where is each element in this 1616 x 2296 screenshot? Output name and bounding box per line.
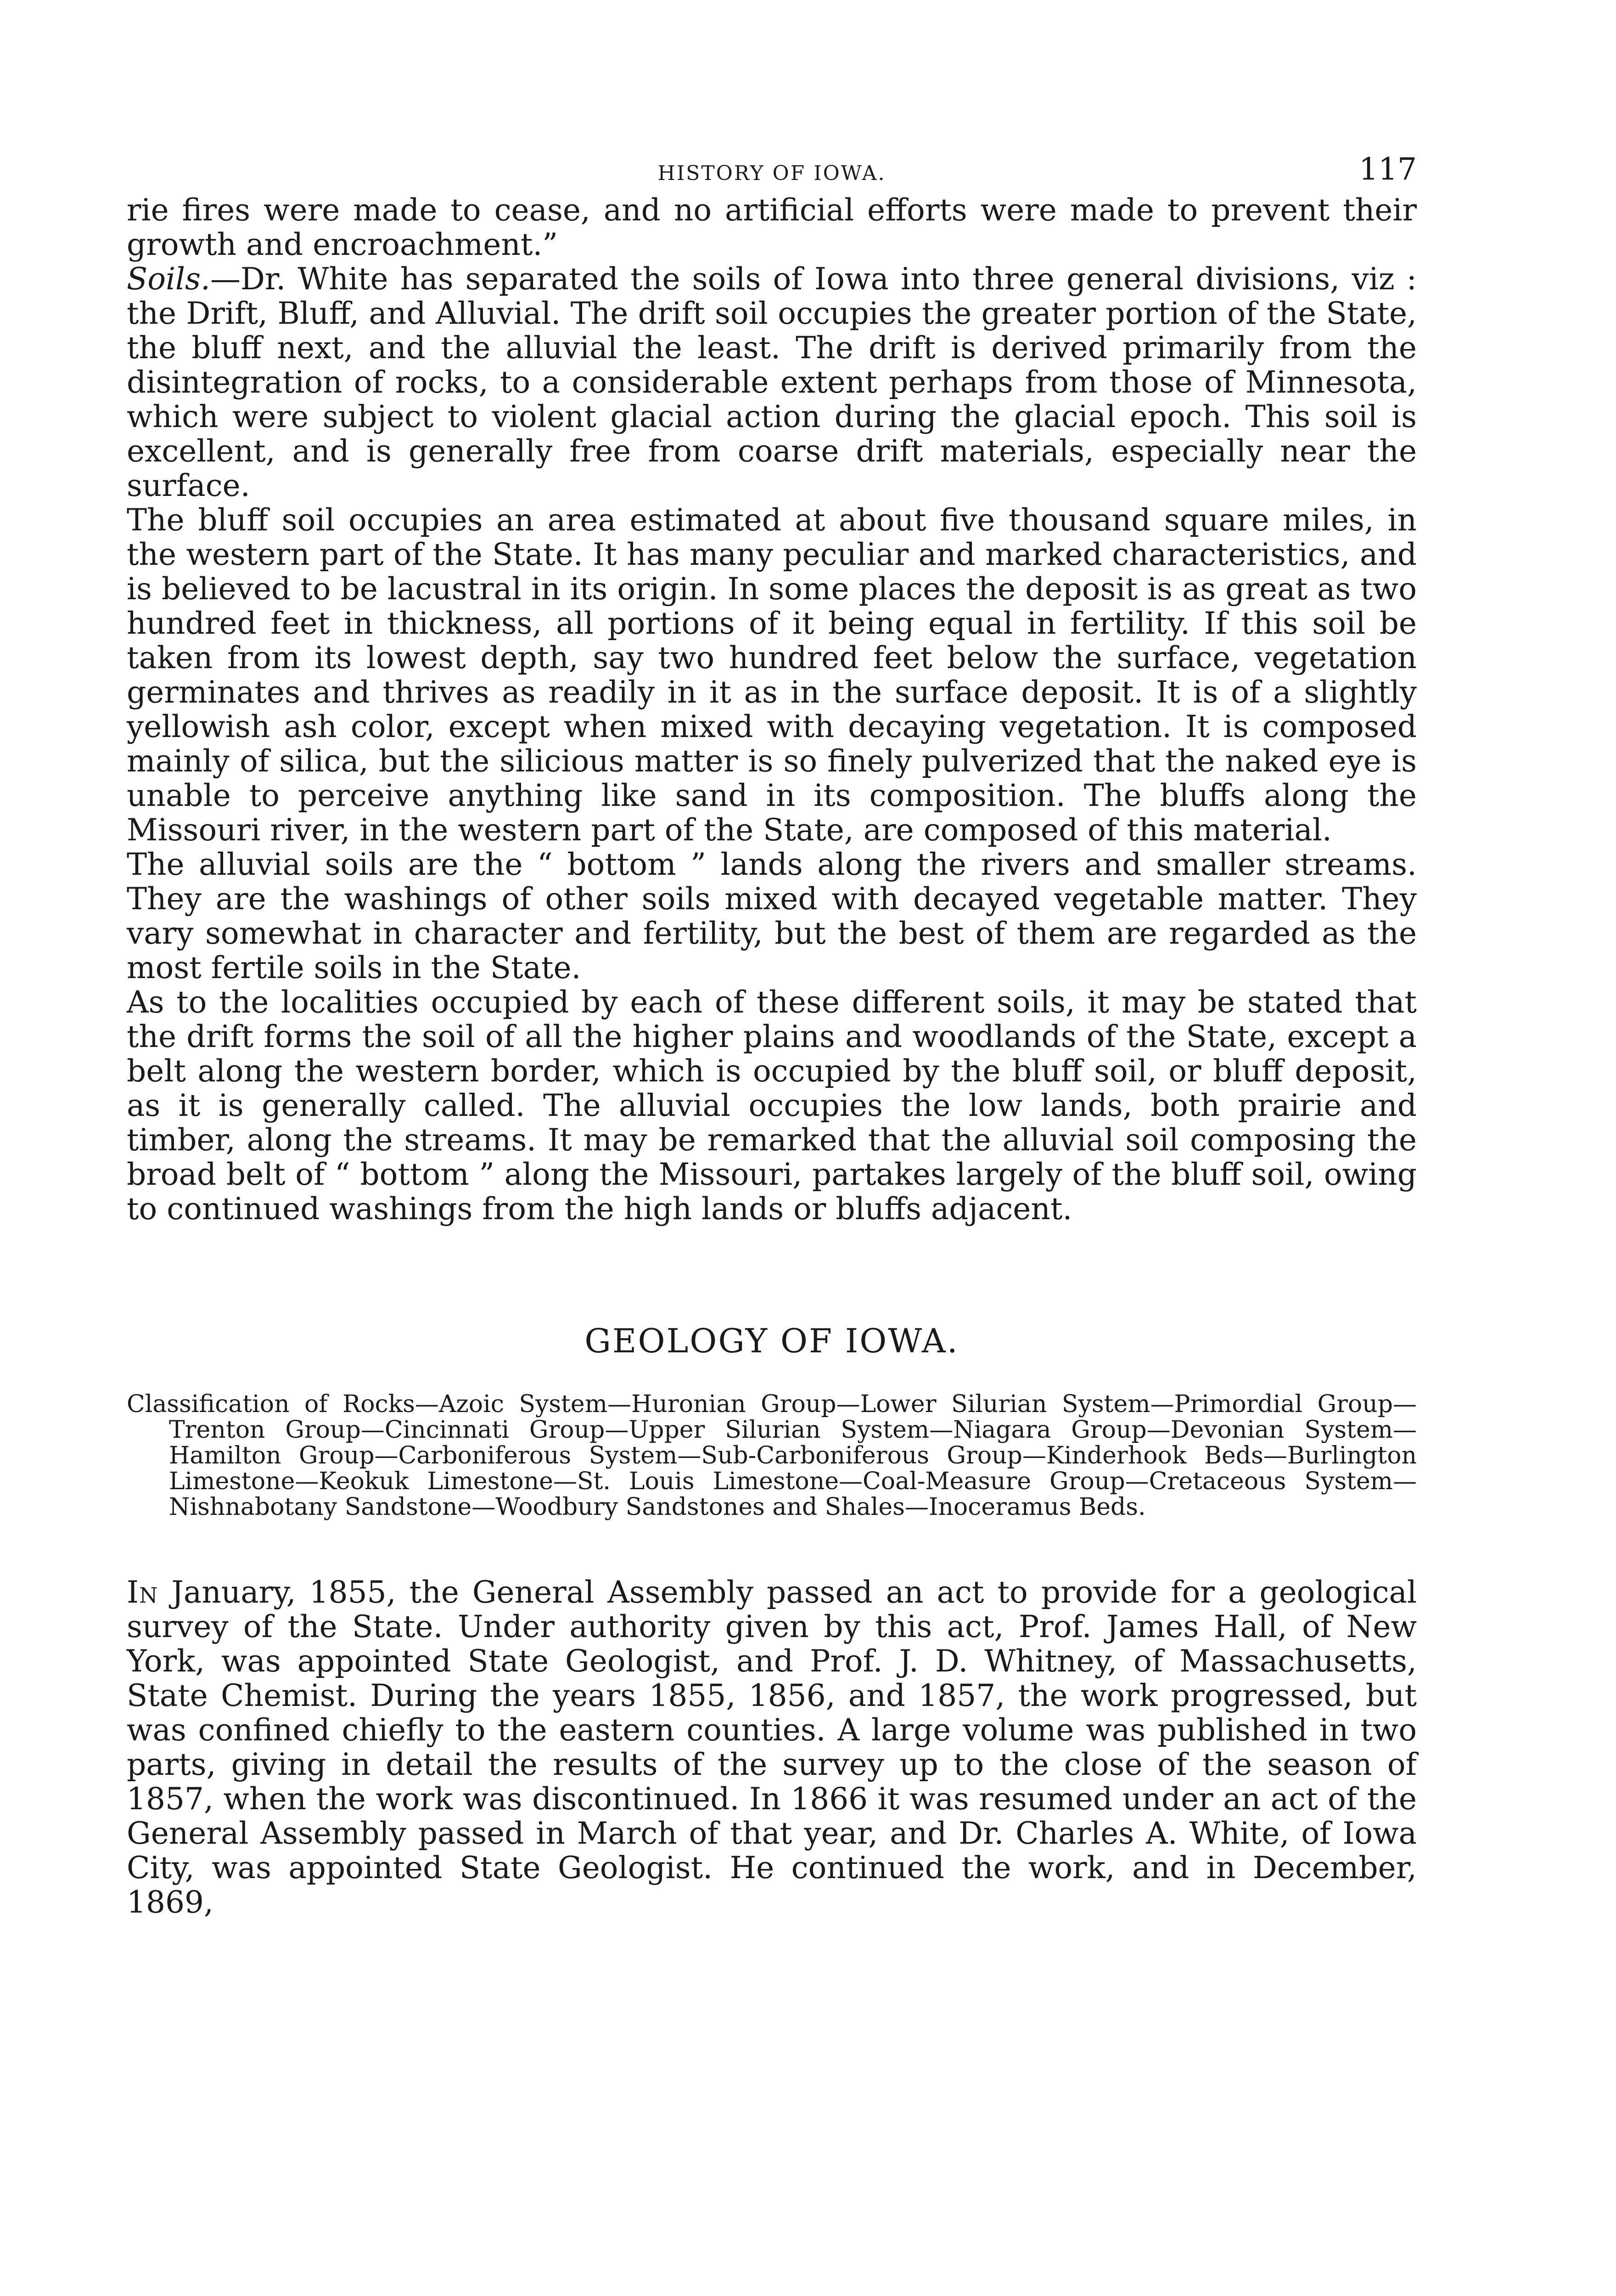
paragraph-alluvial-soils — [127, 847, 1417, 985]
paragraph-lead-in: In — [127, 1575, 158, 1610]
running-header — [127, 152, 1417, 193]
paragraph-prairie-fires — [127, 193, 1417, 262]
paragraph-text: rie fires were made to cease, and no artificial efforts were made to prevent their growth and encroachment.” — [127, 192, 1417, 262]
section-summary: Classification of Rocks—Azoic System—Huronian Group—Lower Silurian System—Primordial Group—Trenton Group—Cincinnati Group—Upper Silurian System—Niagara Group—Devonian System—Hamilton Group—Carboniferous System—Sub-Carboniferous Group—Kinderhook Beds—Burlington Limestone—Keokuk Limestone—St. Louis Limestone—Coal-Measure Group—Cretaceous System—Nishnabotany Sandstone—Woodbury Sandstones and Shales—Inoceramus Beds. — [127, 1390, 1417, 1521]
paragraph-text: As to the localities occupied by each of these different soils, it may be stated that the drift forms the soil of all the higher plains and woodlands of the State, except a belt along the western border, which is occupied by the bluff soil, or bluff deposit, as it is generally called. The alluvial occupies the low lands, both prairie and timber, along the streams. It may be remarked that the alluvial soil composing the broad belt of “ bottom ” along the Missouri, partakes largely of the bluff soil, owing to continued washings from the high lands or bluffs adjacent. — [127, 985, 1417, 1227]
paragraph-text: The alluvial soils are the “ bottom ” lands along the rivers and smaller streams. They are the washings of other soils mixed with decayed vegetable matter. They vary somewhat in character and fertility, but the best of them are regarded as the most fertile soils in the State. — [127, 847, 1417, 985]
paragraph-localities — [127, 985, 1417, 1226]
running-title: HISTORY OF IOWA. — [657, 162, 886, 185]
paragraph-geological-survey — [127, 1575, 1417, 1919]
paragraph-text: The bluff soil occupies an area estimated at about five thousand square miles, in the western part of the State. It has many peculiar and marked characteristics, and is believed to be lacustral in its origin. In some places the deposit is as great as two hundred feet in thickness, all portions of it being equal in fertility. If this soil be taken from its lowest depth, say two hundred feet below the surface, vegetation germinates and thrives as readily in it as in the surface deposit. It is of a slightly yellowish ash color, except when mixed with decaying vegetation. It is composed mainly of silica, but the silicious matter is so finely pulverized that the naked eye is unable to perceive anything like sand in its composition. The bluffs along the Missouri river, in the western part of the State, are composed of this material. — [127, 502, 1417, 848]
section-title: GEOLOGY OF IOWA. — [584, 1322, 959, 1360]
body-text — [127, 193, 1417, 1226]
paragraph-soils — [127, 262, 1417, 503]
page-number: 117 — [1359, 152, 1417, 187]
paragraph-text: —Dr. White has separated the soils of Iowa into three general divisions, viz : the Drift, Bluff, and Alluvial. The drift soil occupies the greater portion of the State, the bluff next, and the alluvial the least. The drift is derived primarily from the disintegration of rocks, to a considerable extent perhaps from those of Minnesota, which were subject to violent glacial action during the glacial epoch. This soil is excellent, and is generally free from coarse drift materials, especially near the surface. — [127, 261, 1417, 503]
paragraph-lead-soils: Soils. — [127, 261, 211, 297]
paragraph-text: January, 1855, the General Assembly passed an act to provide for a geological survey of the State. Under authority given by this act, Prof. James Hall, of New York, was appointed State Geologist, and Prof. J. D. Whitney, of Massachusetts, State Chemist. During the years 1855, 1856, and 1857, the work progressed, but was confined chiefly to the eastern counties. A large volume was published in two parts, giving in detail the results of the survey up to the close of the season of 1857, when the work was discontinued. In 1866 it was resumed under an act of the General Assembly passed in March of that year, and Dr. Charles A. White, of Iowa City, was appointed State Geologist. He continued the work, and in December, 1869, — [127, 1575, 1417, 1920]
book-page — [127, 152, 1417, 1919]
paragraph-bluff-soil — [127, 503, 1417, 847]
closing-text — [127, 1575, 1417, 1919]
